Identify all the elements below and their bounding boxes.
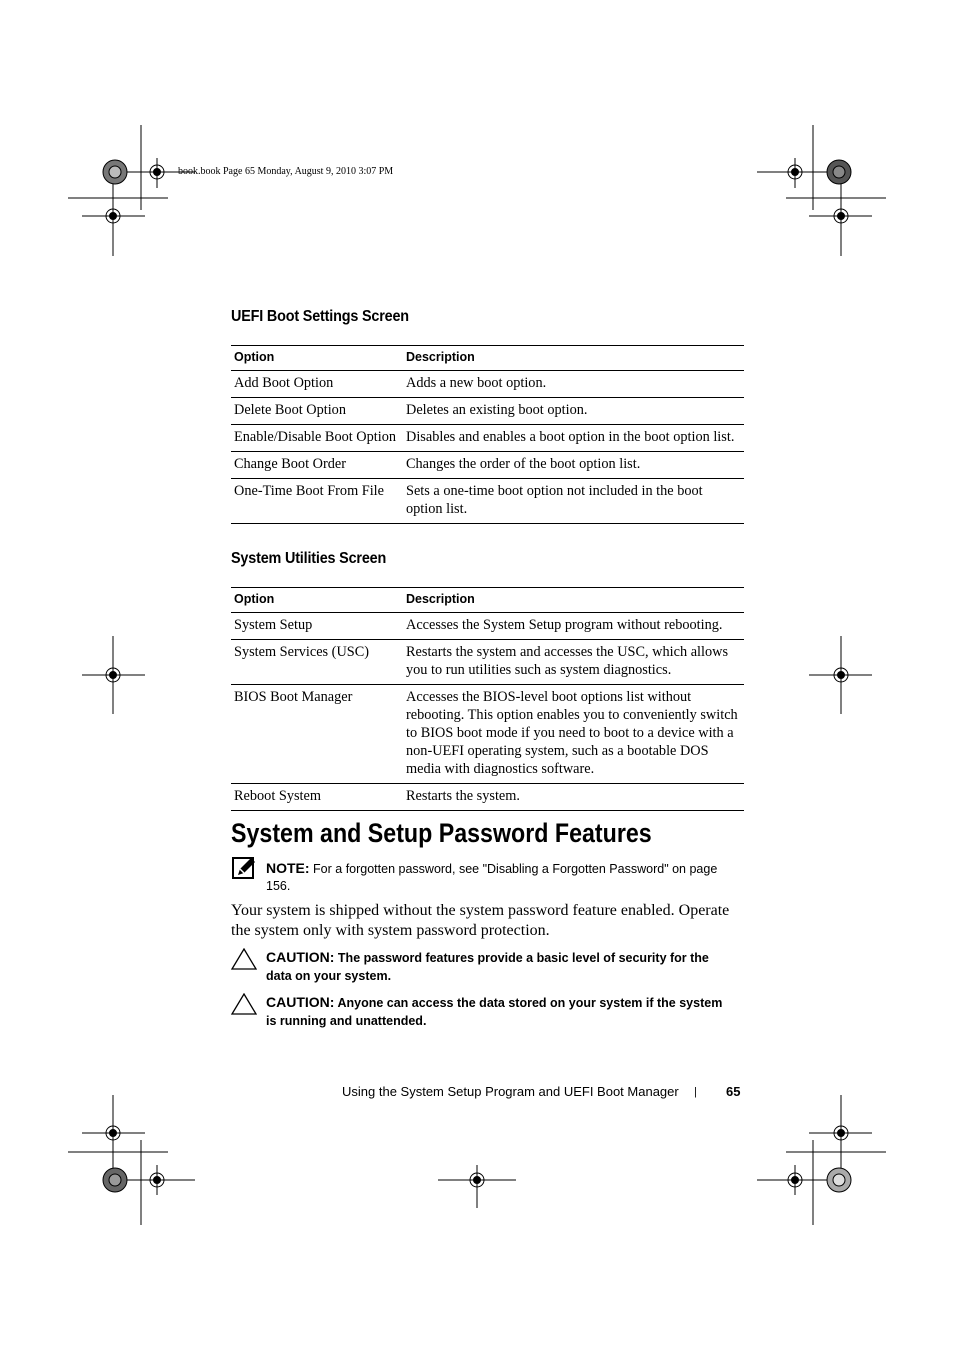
pencil-note-icon bbox=[232, 857, 256, 881]
column-header-description: Description bbox=[403, 346, 744, 371]
table-row bbox=[231, 685, 744, 784]
section-title: System and Setup Password Features bbox=[231, 818, 652, 848]
caution-text: Anyone can access the data stored on your system if the system is running and unattended. bbox=[266, 996, 723, 1028]
caution-label: CAUTION: bbox=[266, 994, 335, 1010]
option-cell: One-Time Boot From File bbox=[231, 479, 403, 524]
table-row bbox=[231, 398, 744, 425]
caution-text: The password features provide a basic level of security for the data on your system. bbox=[266, 951, 709, 983]
body-paragraph: Your system is shipped without the system password feature enabled. Operate the system only with system password protection. bbox=[231, 902, 730, 939]
table-row bbox=[231, 452, 744, 479]
caution-triangle-icon bbox=[231, 993, 257, 1015]
option-cell: System Services (USC) bbox=[231, 640, 403, 685]
caution-callout bbox=[266, 993, 736, 1030]
description-cell: Disables and enables a boot option in the boot option list. bbox=[403, 425, 744, 452]
caution-label: CAUTION: bbox=[266, 949, 335, 965]
utilities-table-heading: System Utilities Screen bbox=[231, 550, 387, 567]
caution-callout bbox=[266, 948, 736, 985]
footer-separator: | bbox=[694, 1086, 697, 1098]
option-cell: Reboot System bbox=[231, 784, 403, 811]
table-row bbox=[231, 613, 744, 640]
note-callout bbox=[266, 860, 736, 895]
caution-triangle-icon bbox=[231, 948, 257, 970]
table-row bbox=[231, 479, 744, 524]
table-header-row bbox=[231, 588, 744, 613]
table-row bbox=[231, 640, 744, 685]
column-header-option: Option bbox=[231, 346, 403, 371]
option-cell: System Setup bbox=[231, 613, 403, 640]
description-cell: Accesses the System Setup program without rebooting. bbox=[403, 613, 744, 640]
option-cell: Delete Boot Option bbox=[231, 398, 403, 425]
description-cell: Accesses the BIOS-level boot options list without rebooting. This option enables you to conveniently switch to BIOS boot mode if you need to boot to a device with a non-UEFI operating system, such as a bootable DOS media with diagnostics software. bbox=[403, 685, 744, 784]
table-header-row bbox=[231, 346, 744, 371]
option-cell: BIOS Boot Manager bbox=[231, 685, 403, 784]
column-header-description: Description bbox=[403, 588, 744, 613]
option-cell: Enable/Disable Boot Option bbox=[231, 425, 403, 452]
option-cell: Change Boot Order bbox=[231, 452, 403, 479]
uefi-boot-settings-table bbox=[231, 345, 744, 524]
table-row bbox=[231, 425, 744, 452]
description-cell: Deletes an existing boot option. bbox=[403, 398, 744, 425]
description-cell: Changes the order of the boot option list. bbox=[403, 452, 744, 479]
page-number: 65 bbox=[726, 1084, 741, 1099]
footer-chapter-title: Using the System Setup Program and UEFI Boot Manager bbox=[342, 1084, 679, 1099]
table-row bbox=[231, 784, 744, 811]
description-cell: Sets a one-time boot option not included in the boot option list. bbox=[403, 479, 744, 524]
uefi-table-heading: UEFI Boot Settings Screen bbox=[231, 308, 409, 325]
table-row bbox=[231, 371, 744, 398]
description-cell: Restarts the system and accesses the USC, which allows you to run utilities such as system diagnostics. bbox=[403, 640, 744, 685]
option-cell: Add Boot Option bbox=[231, 371, 403, 398]
column-header-option: Option bbox=[231, 588, 403, 613]
print-header: book.book Page 65 Monday, August 9, 2010 3:07 PM bbox=[178, 166, 394, 177]
note-text: For a forgotten password, see "Disabling a Forgotten Password" on page 156. bbox=[266, 862, 718, 893]
system-utilities-table bbox=[231, 587, 744, 811]
note-label: NOTE: bbox=[266, 860, 310, 876]
description-cell: Adds a new boot option. bbox=[403, 371, 744, 398]
description-cell: Restarts the system. bbox=[403, 784, 744, 811]
